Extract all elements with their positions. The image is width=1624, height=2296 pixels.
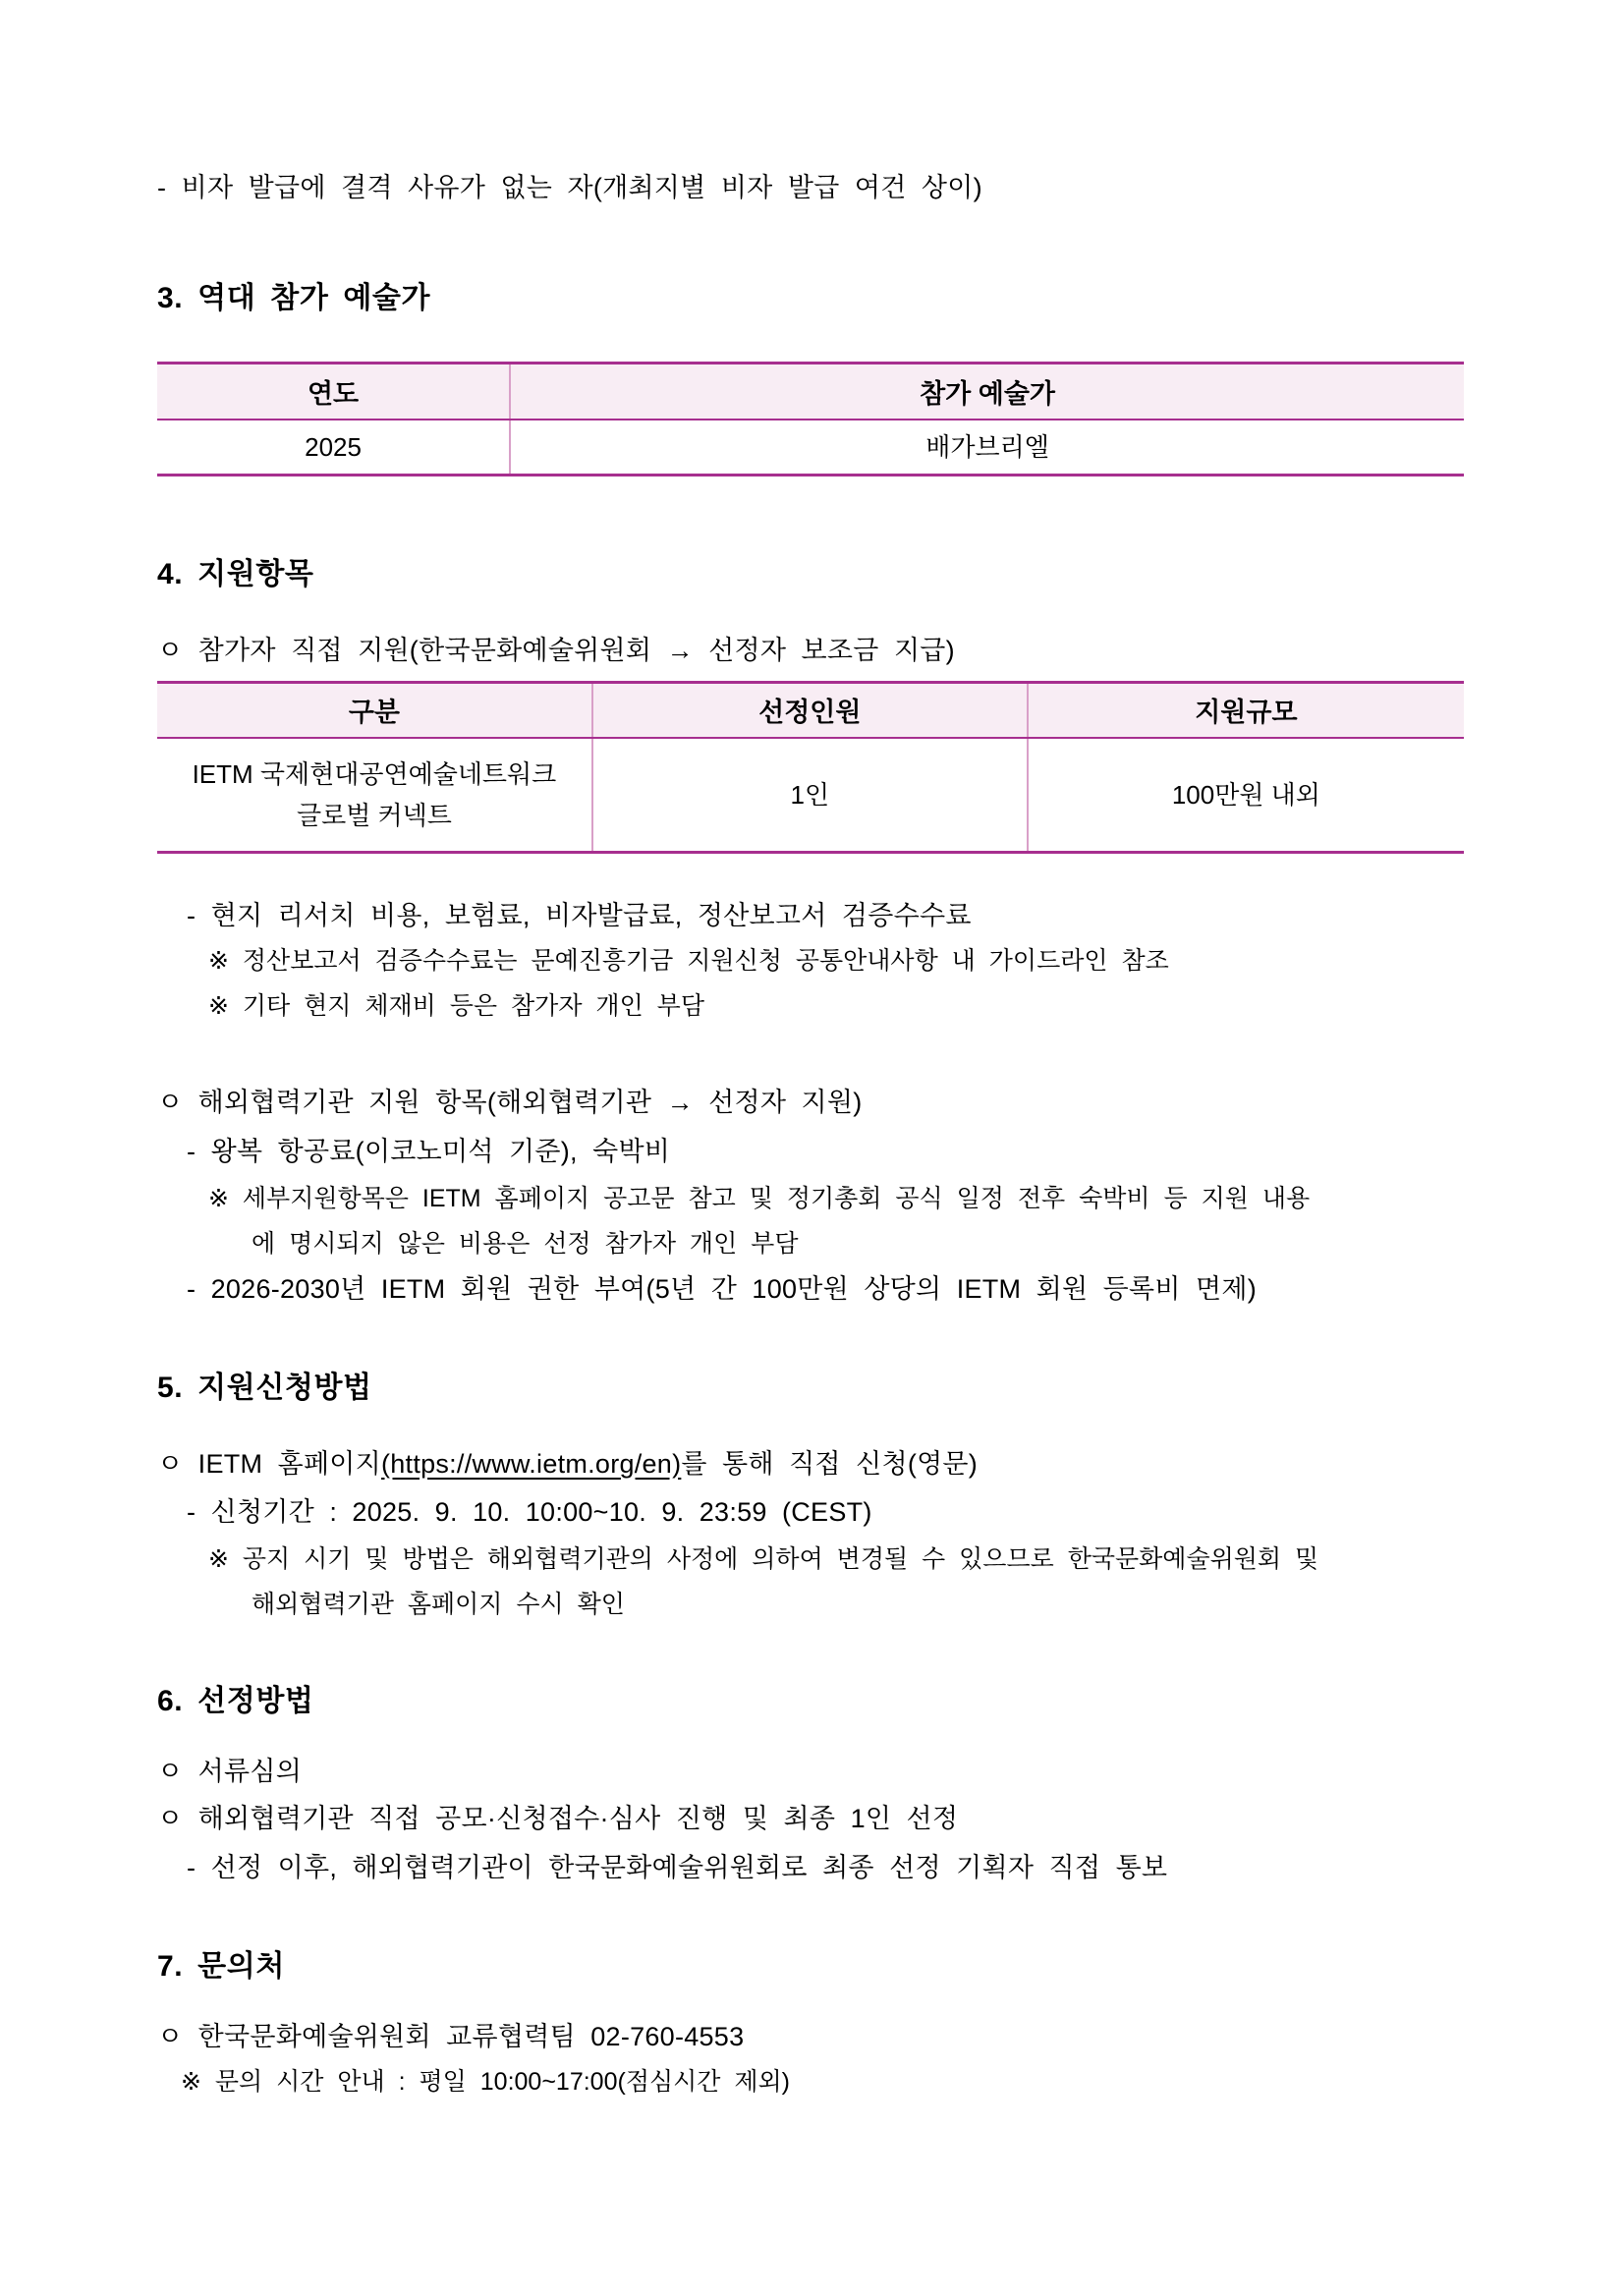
section6-heading: 6. 선정방법 [157,1684,314,1717]
eligibility-visa-line: - 비자 발급에 결격 사유가 없는 자(개최지별 비자 발급 여건 상이) [157,173,982,202]
selection-notify-line: - 선정 이후, 해외협력기관이 한국문화예술위원회로 최종 선정 기획자 직접 통보 [187,1852,1168,1882]
table-header-row [157,364,1464,420]
application-period-line: - 신청기간 : 2025. 9. 10. 10:00~10. 9. 23:59 (CEST) [187,1496,872,1527]
support-scale-table [157,681,1464,854]
col-header-category: 구분 [157,682,592,738]
table-header-row [157,682,1464,738]
past-artists-table [157,362,1464,476]
apply-website-suffix: 를 통해 직접 신청(영문) [681,1448,979,1479]
contact-bullet: ㅇ 한국문화예술위원회 교류협력팀 02-760-4553 [157,2021,745,2051]
membership-line: - 2026-2030년 IETM 회원 권한 부여(5년 간 100만원 상당의 IETM 회원 등록비 면제) [187,1273,1257,1304]
cell-artist: 배가브리엘 [510,420,1464,476]
settlement-report-note: ※ 정산보고서 검증수수료는 문예진흥기금 지원신청 공통안내사항 내 가이드라인 참조 [208,946,1169,975]
notice-change-note-line1: ※ 공지 시기 및 방법은 해외협력기관의 사정에 의하여 변경될 수 있으므로 한국문화예술위원회 및 [208,1544,1319,1573]
direct-support-bullet: ㅇ 참가자 직접 지원(한국문화예술위원회 → 선정자 보조금 지급) [157,635,955,665]
cell-amount: 100만원 내외 [1028,738,1464,852]
col-header-artist: 참가 예술가 [510,364,1464,420]
detail-support-note-line2: 에 명시되지 않은 비용은 선정 참가자 개인 부담 [252,1229,799,1258]
col-header-scale: 지원규모 [1028,682,1464,738]
section4-heading: 4. 지원항목 [157,557,314,590]
col-header-people: 선정인원 [592,682,1028,738]
cell-people: 1인 [592,738,1028,852]
col-header-year: 연도 [157,364,510,420]
contact-hours-note: ※ 문의 시간 안내 : 평일 10:00~17:00(점심시간 제외) [181,2067,790,2096]
table-row [157,738,1464,852]
section7-heading: 7. 문의처 [157,1949,285,1983]
section5-heading: 5. 지원신청방법 [157,1371,372,1404]
section3-heading: 3. 역대 참가 예술가 [157,282,431,314]
apply-website-bullet [157,1441,1464,1486]
document-review-bullet: ㅇ 서류심의 [157,1756,303,1786]
cell-year: 2025 [305,431,362,462]
table-row [157,420,1464,476]
other-costs-note: ※ 기타 현지 체재비 등은 참가자 개인 부담 [208,991,704,1020]
cell-category-line2: 글로벌 커넥트 [296,800,452,830]
ietm-website-link[interactable]: (https://www.ietm.org/en) [381,1448,682,1479]
detail-support-note-line1: ※ 세부지원항목은 IETM 홈페이지 공고문 참고 및 정기총회 공식 일정 전후 숙박비 등 지원 내용 [208,1184,1311,1212]
airfare-line: - 왕복 항공료(이코노미석 기준), 숙박비 [187,1136,671,1166]
document-page [157,165,1464,2104]
cell-category [157,738,592,852]
org-selection-bullet: ㅇ 해외협력기관 직접 공모·신청접수·심사 진행 및 최종 1인 선정 [157,1803,959,1833]
notice-change-note-line2: 해외협력기관 홈페이지 수시 확인 [252,1590,625,1618]
apply-website-prefix: ㅇ IETM 홈페이지 [157,1448,381,1479]
overseas-org-bullet: ㅇ 해외협력기관 지원 항목(해외협력기관 → 선정자 지원) [157,1087,863,1117]
cost-items-line: - 현지 리서치 비용, 보험료, 비자발급료, 정산보고서 검증수수료 [187,900,972,930]
cell-category-line1: IETM 국제현대공연예술네트워크 [192,758,557,789]
